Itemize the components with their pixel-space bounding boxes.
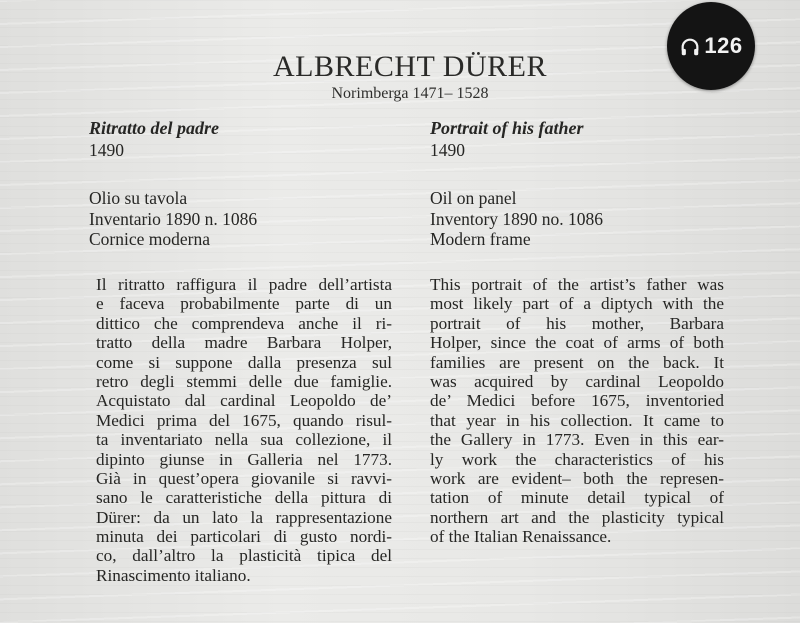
audio-guide-number: 126 (704, 33, 743, 58)
description-line: dipinto giunse in Galleria nel 1773. (96, 449, 392, 469)
italian-work-year: 1490 (89, 140, 124, 160)
description-line: tratto della madre Barbara Holper, (96, 333, 392, 353)
artist-name: ALBRECHT DÜRER (273, 50, 547, 83)
english-description (430, 275, 724, 546)
italian-medium: Olio su tavola (89, 188, 188, 208)
description-line: tation of minute detail typical of (430, 488, 724, 508)
description-line: of the Italian Renaissance. (430, 527, 612, 547)
description-line: This portrait of the artist’s father was (430, 275, 724, 294)
english-inventory: Inventory 1890 no. 1086 (430, 208, 604, 229)
description-line: e faceva probabilmente parte di un (96, 294, 392, 314)
description-line: the Gallery in 1773. Even in this ear- (430, 430, 724, 450)
english-medium: Oil on panel (430, 188, 517, 208)
description-line: most likely part of a diptych with the (430, 294, 724, 314)
description-line: ta inventariato nella sua collezione, il (96, 430, 392, 450)
description-line: Già in quest’opera giovanile si ravvi- (96, 468, 392, 488)
description-line: Il ritratto raffigura il padre dell’artista (96, 275, 392, 294)
english-work-title: Portrait of his father (430, 118, 584, 138)
description-line: Rinascimento italiano. (96, 565, 251, 585)
description-line: Holper, since the coat of arms of both (430, 333, 724, 353)
description-line: families are present on the back. It (430, 352, 724, 372)
artist-lifespan: Norimberga 1471– 1528 (331, 85, 489, 102)
description-line: Acquistato dal cardinal Leopoldo de’ (96, 391, 392, 411)
english-work-year: 1490 (430, 140, 465, 160)
italian-inventory: Inventario 1890 n. 1086 (89, 208, 258, 229)
description-line: come si suppone dalla presenza sul (96, 352, 392, 372)
italian-frame: Cornice moderna (89, 229, 210, 249)
italian-work-details (89, 188, 257, 250)
description-line: Medici prima del 1675, quando risul- (96, 410, 392, 430)
description-line: sano le caratteristiche della pittura di (96, 488, 392, 508)
description-line: dittico che comprendeva anche il ri- (96, 313, 392, 333)
description-line: portrait of his mother, Barbara (430, 313, 724, 333)
italian-description (96, 275, 392, 585)
description-line: retro degli stemmi delle due famiglie. (96, 371, 392, 391)
description-line: Dürer: da un lato la rappresentazione (96, 507, 392, 527)
description-line: ly work the characteristics of his (430, 449, 724, 469)
description-line: co, dall’altro la plasticità tipica del (96, 546, 392, 566)
description-line: was acquired by cardinal Leopoldo (430, 371, 724, 391)
english-work-details (430, 188, 603, 250)
description-line: de’ Medici before 1675, inventoried (430, 391, 724, 411)
description-line: northern art and the plasticity typical (430, 507, 724, 527)
description-line: work are evident– both the represen- (430, 468, 724, 488)
english-frame: Modern frame (430, 229, 531, 249)
italian-work-title: Ritratto del padre (89, 118, 219, 138)
description-line: that year in his collection. It came to (430, 410, 724, 430)
description-line: minuta dei particolari di gusto nordi- (96, 527, 392, 547)
